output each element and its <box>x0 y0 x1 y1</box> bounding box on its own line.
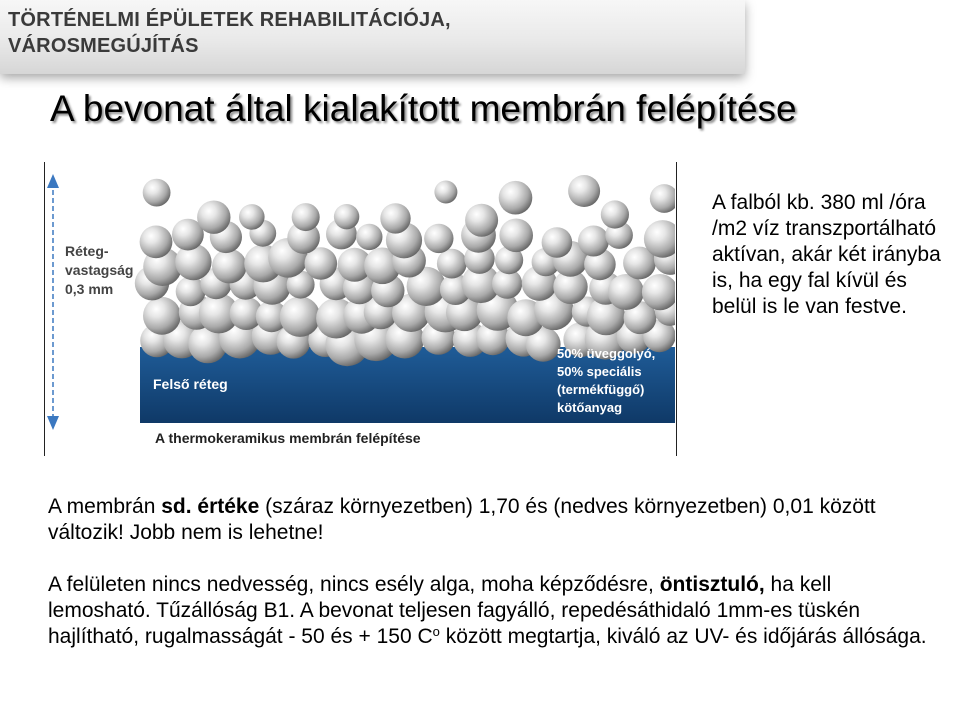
glass-sphere <box>465 204 498 237</box>
glass-sphere <box>608 274 644 310</box>
para1-bold: sd. értéke <box>161 495 260 518</box>
header-line-1: TÖRTÉNELMI ÉPÜLETEK REHABILITÁCIÓJA, <box>8 9 451 31</box>
figure-caption: A thermokeramikus membrán felépítése <box>155 430 421 446</box>
membrane-figure <box>44 162 677 456</box>
para2-text-1: A felületen nincs nedvesség, nincs esély alga, moha képződésre, <box>48 573 660 596</box>
membrane-diagram <box>45 162 675 456</box>
para1-text-1: A membrán <box>48 495 162 518</box>
glass-sphere <box>424 224 453 253</box>
glass-sphere <box>280 297 320 337</box>
glass-sphere <box>292 203 320 231</box>
thickness-label-3: 0,3 mm <box>65 281 114 297</box>
glass-sphere <box>499 219 533 253</box>
para2-bold: öntisztuló, <box>659 573 765 596</box>
glass-sphere <box>239 204 265 230</box>
para2-text-2: ha kell lemosható. Tűzállóság B1. A bevonat teljesen fagyálló, repedésáthidaló 1mm-es tüskén hajlítható, rugalmasságát - 50 és + 150 C <box>48 573 861 648</box>
glass-sphere <box>380 203 410 233</box>
para1-text-2: (száraz környezetben) 1,70 és (nedves környezetben) 0,01 között változik! Jobb nem is lehetne! <box>48 495 876 544</box>
header-banner <box>0 0 745 74</box>
para2-text-3: között megtartja, kiváló az UV- és időjárás állósága. <box>439 625 927 648</box>
header-line-2: VÁROSMEGÚJÍTÁS <box>8 35 199 57</box>
glass-sphere <box>143 297 181 335</box>
layer-label: Felső réteg <box>153 376 228 392</box>
composition-label-4: kötőanyag <box>557 400 623 415</box>
thickness-label-2: vastagság <box>65 262 134 278</box>
glass-sphere <box>578 226 609 257</box>
glass-sphere <box>568 175 600 207</box>
glass-sphere <box>143 179 171 207</box>
glass-sphere <box>434 181 457 204</box>
composition-label-3: (termékfüggő) <box>557 382 645 397</box>
paragraph-sd-value <box>48 494 928 546</box>
degree-superscript: o <box>432 624 440 639</box>
glass-sphere <box>437 249 467 279</box>
glass-sphere <box>212 249 247 284</box>
thickness-label-1: Réteg- <box>65 243 109 259</box>
glass-sphere <box>499 181 533 215</box>
glass-sphere <box>542 227 573 258</box>
slide-title: A bevonat által kialakított membrán felépítése <box>50 88 797 129</box>
composition-label-1: 50% üveggolyó, <box>557 346 656 361</box>
side-note: A falból kb. 380 ml /óra /m2 víz transzportálható aktívan, akár két irányba is, ha egy fal kívül és belül is le van festve. <box>712 191 941 318</box>
glass-sphere <box>356 224 382 250</box>
glass-sphere <box>140 226 173 259</box>
header-title <box>8 7 451 59</box>
glass-sphere <box>197 201 230 234</box>
paragraph-properties <box>48 572 928 650</box>
glass-sphere <box>601 200 629 228</box>
composition-label-2: 50% speciális <box>557 364 642 379</box>
glass-sphere <box>334 204 359 229</box>
